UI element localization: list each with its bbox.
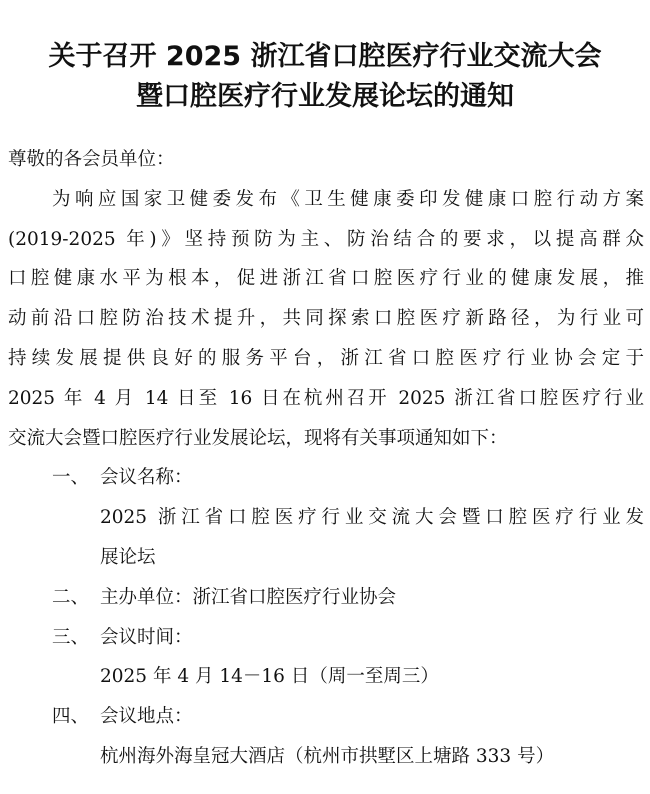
section-4-number: 四、 <box>52 706 90 728</box>
section-3-number: 三、 <box>52 626 90 648</box>
intro-line: 交流大会暨口腔医疗行业发展论坛，现将有关事项通知如下： <box>8 427 508 449</box>
intro-line: 持续发展提供良好的服务平台，浙江省口腔医疗行业协会定于 <box>8 347 644 369</box>
salutation: 尊敬的各会员单位： <box>8 149 175 170</box>
section-1-heading <box>8 458 644 498</box>
section-2-heading <box>8 578 644 618</box>
intro-line: 口腔健康水平为根本，促进浙江省口腔医疗行业的健康发展，推 <box>8 268 644 290</box>
section-3-label: 会议时间： <box>100 626 193 648</box>
section-4-value: 杭州海外海皇冠大酒店（杭州市拱墅区上塘路 333 号） <box>100 745 555 767</box>
section-3-value: 2025 年 4 月 14－16 日（周一至周三） <box>100 666 439 688</box>
intro-line: (2019-2025 年)》坚持预防为主、防治结合的要求，以提高群众 <box>8 228 644 250</box>
section-1-value: 2025 浙江省口腔医疗行业交流大会暨口腔医疗行业发 <box>100 507 644 529</box>
title-line-1: 关于召开 2025 浙江省口腔医疗行业交流大会 <box>48 41 602 72</box>
intro-line: 2025 年 4 月 14 日至 16 日在杭州召开 2025 浙江省口腔医疗行业 <box>8 387 644 409</box>
section-4-heading <box>8 697 644 737</box>
section-4-label: 会议地点： <box>100 706 193 728</box>
section-2-label: 主办单位：浙江省口腔医疗行业协会 <box>100 586 397 608</box>
section-1-value: 展论坛 <box>100 546 156 568</box>
section-2-number: 二、 <box>52 586 90 608</box>
section-3-heading <box>8 618 644 658</box>
intro-line: 动前沿口腔防治技术提升，共同探索口腔医疗新路径，为行业可 <box>8 308 644 330</box>
notice-body <box>8 140 644 777</box>
section-1-number: 一、 <box>52 467 90 489</box>
section-1-label: 会议名称： <box>100 467 193 489</box>
title-line-2: 暨口腔医疗行业发展论坛的通知 <box>136 81 514 112</box>
intro-line: 为响应国家卫健委发布《卫生健康委印发健康口腔行动方案 <box>52 188 644 210</box>
